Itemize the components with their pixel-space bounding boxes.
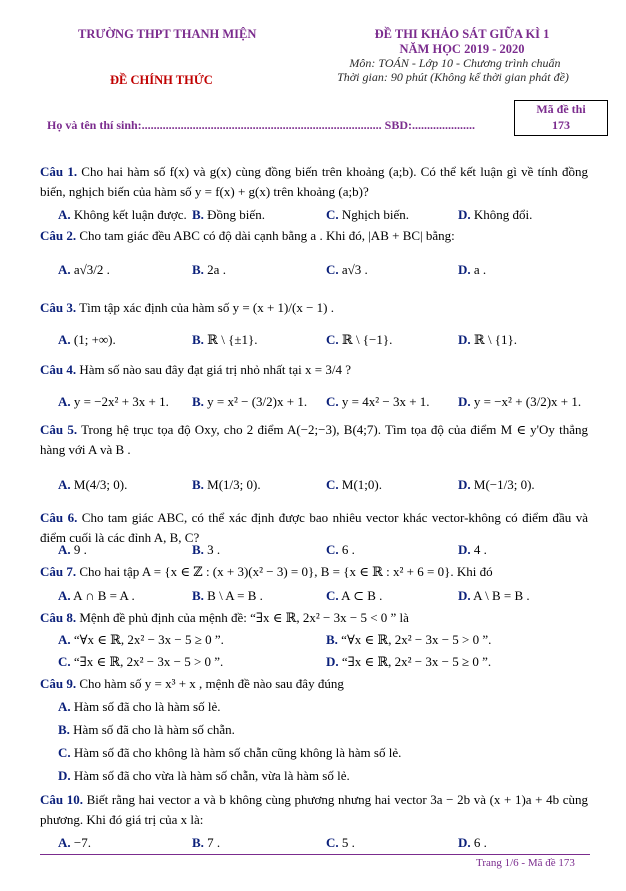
option-9a[interactable]: A. Hàm số đã cho là hàm số lẻ. xyxy=(58,699,221,714)
option-3c[interactable]: C. ℝ \ {−1}. xyxy=(326,332,393,347)
option-8a[interactable]: A. “∀x ∈ ℝ, 2x² − 3x − 5 ≥ 0 ”. xyxy=(58,632,224,647)
option-7d[interactable]: D. A \ B = B . xyxy=(458,588,530,603)
question-9: Câu 9. Cho hàm số y = x³ + x , mệnh đề nào sau đây đúng xyxy=(40,676,344,691)
question-6: Câu 6. Cho tam giác ABC, có thể xác định được bao nhiêu vector khác vector-không có điểm đầu và điểm cuối là các đỉnh A, B, C? xyxy=(40,510,588,545)
official-label: ĐỀ CHÍNH THỨC xyxy=(110,73,213,87)
question-2: Câu 2. Cho tam giác đều ABC có độ dài cạnh bằng a . Khi đó, |AB + BC| bằng: xyxy=(40,228,455,243)
exam-title: ĐỀ THI KHẢO SÁT GIỮA KÌ 1 xyxy=(374,27,550,41)
subject-line: Môn: TOÁN - Lớp 10 - Chương trình chuẩn xyxy=(349,56,561,70)
option-1b[interactable]: B. Đồng biến. xyxy=(192,207,265,222)
option-5a[interactable]: A. M(4/3; 0). xyxy=(58,477,128,492)
option-4c[interactable]: C. y = 4x² − 3x + 1. xyxy=(326,394,430,409)
question-10: Câu 10. Biết rằng hai vector a và b không cùng phương nhưng hai vector 3a − 2b và (x + 1)a + 4b cùng phương. Khi đó giá trị của x là: xyxy=(40,792,588,827)
option-3d[interactable]: D. ℝ \ {1}. xyxy=(458,332,518,347)
option-7c[interactable]: C. A ⊂ B . xyxy=(326,588,383,603)
option-10a[interactable]: A. −7. xyxy=(58,835,91,850)
question-label: Câu 1. xyxy=(40,164,78,179)
option-4b[interactable]: B. y = x² − (3/2)x + 1. xyxy=(192,394,308,409)
option-7b[interactable]: B. B \ A = B . xyxy=(192,588,263,603)
option-2d[interactable]: D. a . xyxy=(458,262,487,277)
option-2a[interactable]: A. a√3/2 . xyxy=(58,262,110,277)
question-text: Cho hai hàm số f(x) và g(x) cùng đồng biến trên khoảng (a;b). Có thể kết luận gì về tính đồng biến, nghịch biến của hàm số y = f(x) + g(x) trên khoảng (a;b)? xyxy=(40,164,588,199)
option-9c[interactable]: C. Hàm số đã cho không là hàm số chẵn cũng không là hàm số lẻ. xyxy=(58,745,402,760)
option-10c[interactable]: C. 5 . xyxy=(326,835,355,850)
student-info-line: Họ và tên thí sinh:................................................................................ SBD:..................... xyxy=(47,118,476,132)
question-5: Câu 5. Trong hệ trục tọa độ Oxy, cho 2 điểm A(−2;−3), B(4;7). Tìm tọa độ của điểm M ∈ y'Oy thẳng hàng với A và B . xyxy=(40,422,589,457)
option-8d[interactable]: D. “∃x ∈ ℝ, 2x² − 3x − 5 ≥ 0 ”. xyxy=(326,654,492,669)
option-4d[interactable]: D. y = −x² + (3/2)x + 1. xyxy=(458,394,582,409)
footer-divider xyxy=(40,854,590,855)
option-9b[interactable]: B. Hàm số đã cho là hàm số chẵn. xyxy=(58,722,235,737)
option-10d[interactable]: D. 6 . xyxy=(458,835,487,850)
option-5c[interactable]: C. M(1;0). xyxy=(326,477,382,492)
time-line: Thời gian: 90 phút (Không kể thời gian phát đề) xyxy=(337,70,569,84)
question-3: Câu 3. Tìm tập xác định của hàm số y = (x + 1)/(x − 1) . xyxy=(40,300,334,315)
option-9d[interactable]: D. Hàm số đã cho vừa là hàm số chẵn, vừa là hàm số lẻ. xyxy=(58,768,350,783)
option-2c[interactable]: C. a√3 . xyxy=(326,262,368,277)
question-7: Câu 7. Cho hai tập A = {x ∈ ℤ : (x + 3)(x² − 3) = 0}, B = {x ∈ ℝ : x² + 6 = 0}. Khi đó xyxy=(40,564,493,579)
option-2b[interactable]: B. 2a . xyxy=(192,262,226,277)
option-3a[interactable]: A. (1; +∞). xyxy=(58,332,116,347)
school-name: TRƯỜNG THPT THANH MIỆN xyxy=(78,27,257,41)
exam-code: 173 xyxy=(552,118,570,132)
option-6a[interactable]: A. 9 . xyxy=(58,542,87,557)
exam-code-label: Mã đề thi xyxy=(536,102,586,116)
option-1d[interactable]: D. Không đổi. xyxy=(458,207,533,222)
question-1 xyxy=(40,162,588,202)
page-footer: Trang 1/6 - Mã đề 173 xyxy=(476,857,575,869)
option-5b[interactable]: B. M(1/3; 0). xyxy=(192,477,261,492)
option-4a[interactable]: A. y = −2x² + 3x + 1. xyxy=(58,394,169,409)
option-6b[interactable]: B. 3 . xyxy=(192,542,221,557)
option-8c[interactable]: C. “∃x ∈ ℝ, 2x² − 3x − 5 > 0 ”. xyxy=(58,654,224,669)
option-5d[interactable]: D. M(−1/3; 0). xyxy=(458,477,535,492)
option-1a[interactable]: A. Không kết luận được. xyxy=(58,207,187,222)
exam-code-box xyxy=(514,100,608,136)
option-8b[interactable]: B. “∀x ∈ ℝ, 2x² − 3x − 5 > 0 ”. xyxy=(326,632,492,647)
option-6d[interactable]: D. 4 . xyxy=(458,542,487,557)
question-4: Câu 4. Hàm số nào sau đây đạt giá trị nhỏ nhất tại x = 3/4 ? xyxy=(40,362,351,377)
school-year: NĂM HỌC 2019 - 2020 xyxy=(399,42,525,56)
option-6c[interactable]: C. 6 . xyxy=(326,542,355,557)
option-3b[interactable]: B. ℝ \ {±1}. xyxy=(192,332,258,347)
option-10b[interactable]: B. 7 . xyxy=(192,835,221,850)
option-7a[interactable]: A. A ∩ B = A . xyxy=(58,588,135,603)
option-1c[interactable]: C. Nghịch biến. xyxy=(326,207,410,222)
question-8: Câu 8. Mệnh đề phủ định của mệnh đề: “∃x ∈ ℝ, 2x² − 3x − 5 < 0 ” là xyxy=(40,610,409,625)
